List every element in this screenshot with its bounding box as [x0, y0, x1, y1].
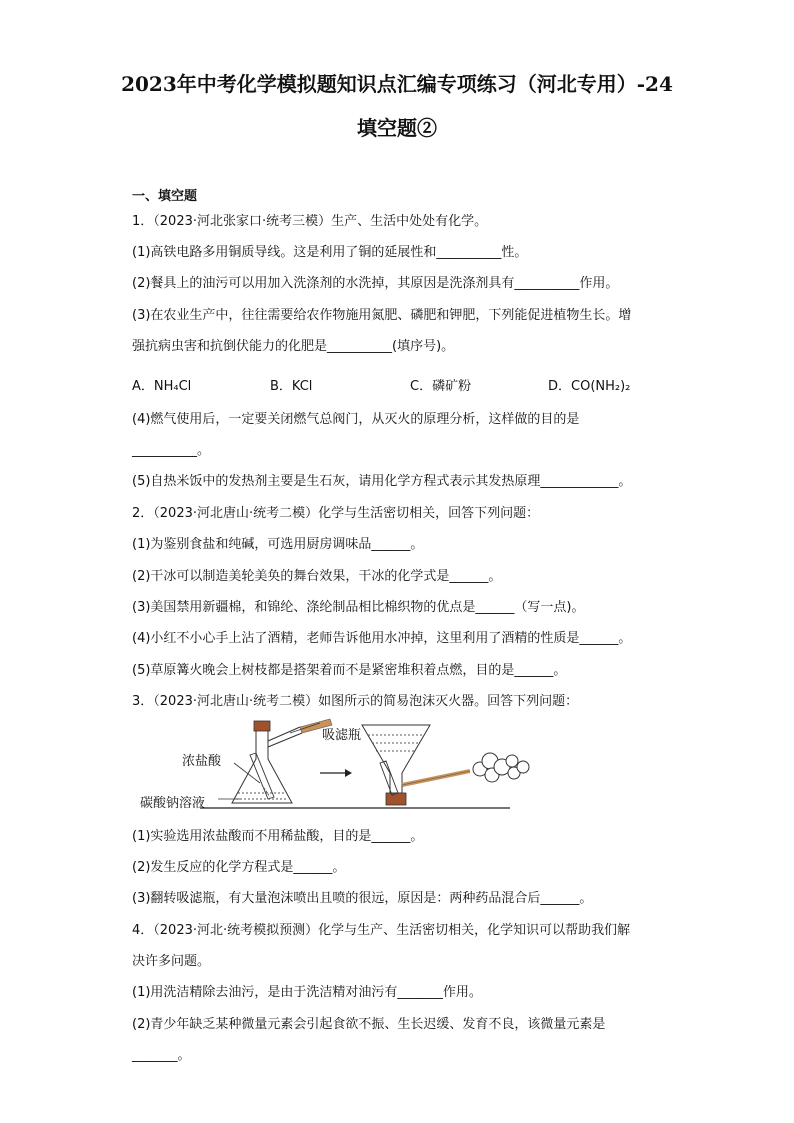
filter-flask-inverted [362, 725, 470, 805]
q1-part4-line1: (4)燃气使用后，一定要关闭燃气总阀门，从灭火的原理分析，这样做的目的是 [132, 412, 580, 427]
q4-stem-line2: 决许多问题。 [132, 954, 211, 969]
q1-option-a: A．NH₄Cl [132, 379, 192, 394]
q3-part2: (2)发生反应的化学方程式是______。 [132, 860, 346, 875]
q1-option-c: C．磷矿粉 [410, 379, 472, 394]
q2-part4: (4)小红不小心手上沾了酒精，老师告诉他用水冲掉，这里利用了酒精的性质是______。 [132, 631, 632, 646]
label-sodium-carbonate-solution: 碳酸钠溶液 [140, 796, 206, 811]
q3-part3: (3)翻转吸滤瓶，有大量泡沫喷出且喷的很远，原因是：两种药品混合后______。 [132, 891, 593, 906]
filter-flask-upright [232, 719, 332, 803]
document-title-line1: 2023年中考化学模拟题知识点汇编专项练习（河北专用）-24 [121, 72, 673, 96]
q4-part2-line2: _______。 [132, 1048, 191, 1063]
label-conc-hydrochloric-acid: 浓盐酸 [182, 754, 222, 769]
q1-part5: (5)自热米饭中的发热剂主要是生石灰，请用化学方程式表示其发热原理____________。 [132, 474, 632, 489]
q1-stem: 1．（2023·河北张家口·统考三模）生产、生活中处处有化学。 [132, 214, 488, 229]
q1-part2: (2)餐具上的油污可以用加入洗涤剂的水洗掉，其原因是洗涤剂具有__________作用。 [132, 276, 619, 291]
q4-part2-line1: (2)青少年缺乏某种微量元素会引起食欲不振、生长迟缓、发育不良，该微量元素是 [132, 1017, 606, 1032]
section-heading: 一、填空题 [132, 189, 198, 204]
q1-part1: (1)高铁电路多用铜质导线。这是利用了铜的延展性和__________性。 [132, 245, 528, 260]
q1-part3-line2: 强抗病虫害和抗倒伏能力的化肥是__________(填序号)。 [132, 339, 455, 354]
document-title-line2: 填空题② [357, 116, 437, 140]
q1-part4-line2: __________。 [132, 443, 211, 458]
q2-part5: (5)草原篝火晚会上树枝都是搭架着而不是紧密堆积着点燃，目的是______。 [132, 663, 567, 678]
q1-option-d: D．CO(NH₂)₂ [548, 379, 631, 394]
q2-part2: (2)干冰可以制造美轮美奂的舞台效果，干冰的化学式是______。 [132, 569, 502, 584]
foam-cloud-icon [473, 753, 529, 782]
q1-option-b: B．KCl [270, 379, 313, 394]
q2-part3: (3)美国禁用新疆棉，和锦纶、涤纶制品相比棉织物的优点是______（写一点)。 [132, 600, 585, 615]
arrow-icon [320, 769, 352, 777]
q4-stem-line1: 4．（2023·河北·统考模拟预测）化学与生产、生活密切相关，化学知识可以帮助我们解 [132, 923, 631, 938]
q3-part1: (1)实验选用浓盐酸而不用稀盐酸，目的是______。 [132, 829, 424, 844]
q4-part1: (1)用洗洁精除去油污，是由于洗洁精对油污有_______作用。 [132, 985, 482, 1000]
q2-part1: (1)为鉴别食盐和纯碱，可选用厨房调味品______。 [132, 537, 424, 552]
q2-stem: 2．（2023·河北唐山·统考二模）化学与生活密切相关，回答下列问题： [132, 506, 540, 521]
label-filter-flask: 吸滤瓶 [322, 728, 362, 743]
q1-part3-line1: (3)在农业生产中，往往需要给农作物施用氮肥、磷肥和钾肥，下列能促进植物生长。增 [132, 308, 632, 323]
q3-stem: 3．（2023·河北唐山·统考二模）如图所示的简易泡沫灭火器。回答下列问题： [132, 694, 579, 709]
